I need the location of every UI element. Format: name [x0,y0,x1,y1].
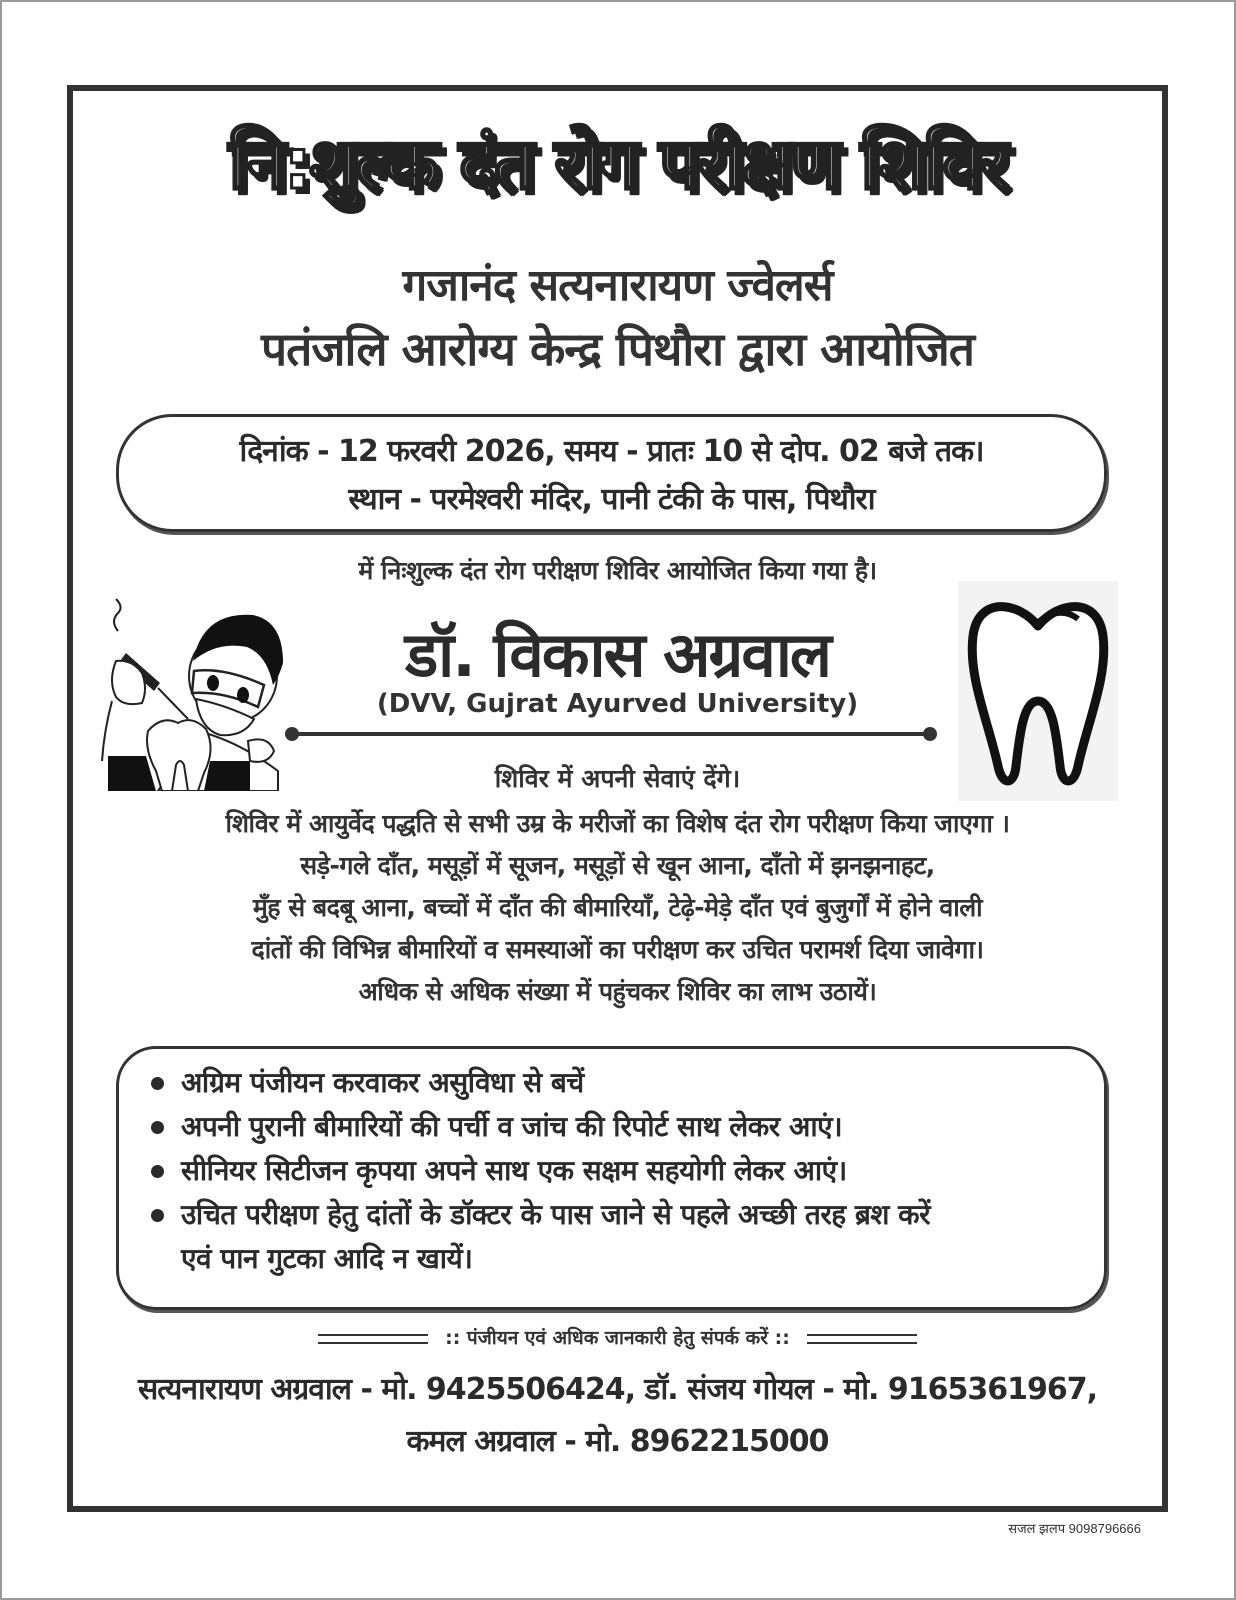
contact-line-2: कमल अग्रवाल - मो. 8962215000 [406,1424,829,1459]
designer-credit: सजल झलप 9098796666 [1008,1521,1141,1536]
divider-line [291,732,931,736]
contact-heading-text: :: पंजीयन एवं अधिक जानकारी हेतु संपर्क करें :: [445,1327,790,1349]
description-line: मुँह से बदबू आना, बच्चों में दाँत की बीमारियाँ, टेढ़े-मेड़े दाँत एवं बुजुर्गों में होने वाली [252,893,983,922]
organizer-line-2: पतंजलि आरोग्य केन्द्र पिथौरा द्वारा आयोजित [260,322,974,376]
camp-description [93,803,1142,1013]
doctor-degree: (DVV, Gujrat Ayurved University) [376,689,859,719]
organizer-line-1: गजानंद सत्यनारायण ज्वेलर्स [402,260,833,311]
instruction-item: अग्रिम पंजीयन करवाकर असुविधा से बचें [149,1061,1104,1105]
double-line-decoration [807,1334,917,1344]
contact-line-1: सत्यनारायण अग्रवाल - मो. 9425506424, डॉ. संजय गोयल - मो. 9165361967, [138,1372,1097,1407]
description-line: दांतों की विभिन्न बीमारियों व समस्याओं का परीक्षण कर उचित परामर्श दिया जावेगा। [251,935,984,964]
contact-heading [73,1324,1162,1350]
event-venue: स्थान - परमेश्वरी मंदिर, पानी टंकी के पास, पिथौरा [348,482,875,517]
instruction-continuation: एवं पान गुटका आदि न खायें। [181,1242,473,1275]
description-line: अधिक से अधिक संख्या में पहुंचकर शिविर का लाभ उठायें। [358,977,877,1006]
instruction-item-continued [149,1237,1104,1281]
description-line: शिविर में आयुर्वेद पद्धति से सभी उम्र के मरीजों का विशेष दंत रोग परीक्षण किया जाएगा । [225,809,1010,838]
instruction-item: उचित परीक्षण हेतु दांतों के डॉक्टर के पास जाने से पहले अच्छी तरह ब्रश करें [149,1193,1104,1237]
event-date-time: दिनांक - 12 फरवरी 2026, समय - प्रातः 10 से दोप. 02 बजे तक। [239,434,984,469]
event-details-box [116,414,1107,532]
intro-text: में निःशुल्क दंत रोग परीक्षण शिविर आयोजित किया गया है। [358,556,877,585]
poster-title: नि:शुल्क दंत रोग परीक्षण शिविर [228,123,1007,205]
contact-list [73,1364,1162,1468]
doctor-services-text: शिविर में अपनी सेवाएं देंगे। [494,764,741,793]
instruction-item: सीनियर सिटीजन कृपया अपने साथ एक सक्षम सहयोगी लेकर आएं। [149,1149,1104,1193]
instructions-box [116,1046,1107,1310]
instruction-item: अपनी पुरानी बीमारियों की पर्ची व जांच की रिपोर्ट साथ लेकर आएं। [149,1105,1104,1149]
double-line-decoration [318,1334,428,1344]
doctor-name: डॉ. विकास अग्रवाल [405,618,830,691]
description-line: सड़े-गले दाँत, मसूड़ों में सूजन, मसूड़ों से खून आना, दाँतो में झनझनाहट, [300,851,935,880]
instructions-list [119,1049,1104,1281]
poster [67,85,1168,1512]
